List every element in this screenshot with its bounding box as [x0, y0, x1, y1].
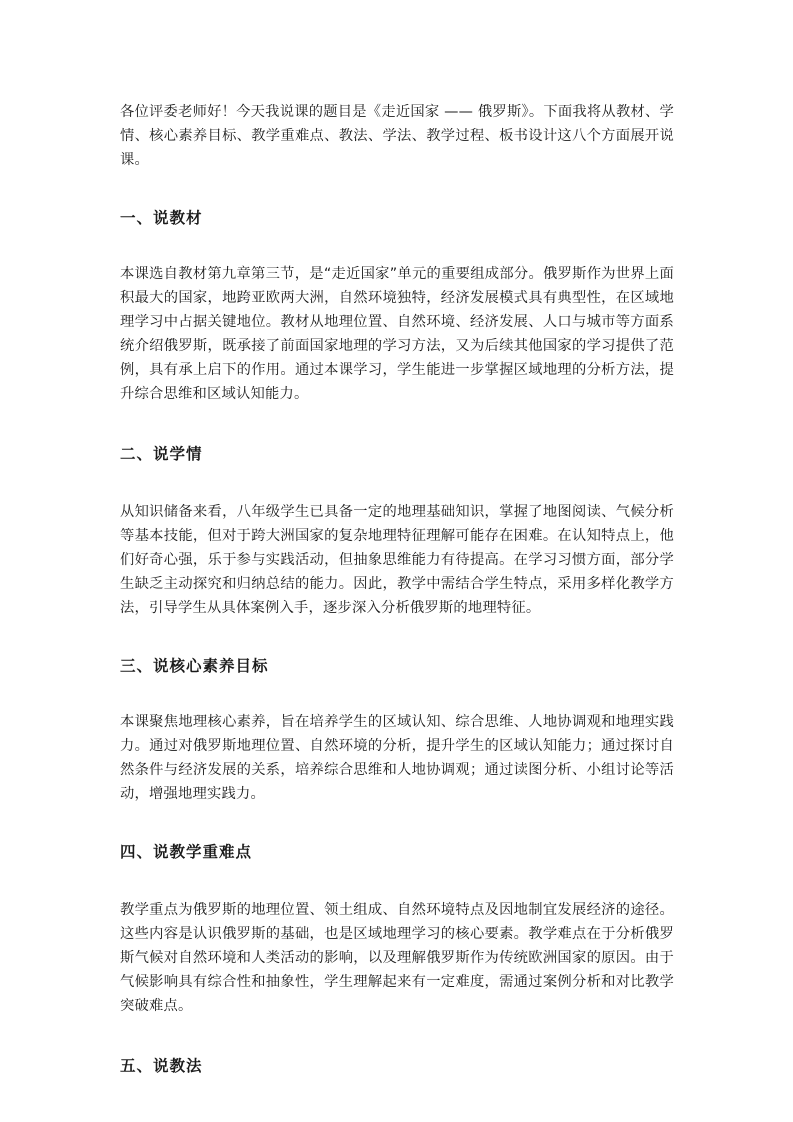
- intro-paragraph: 各位评委老师好！今天我说课的题目是《走近国家 —— 俄罗斯》。下面我将从教材、学情、核心素养目标、教学重难点、教法、学法、教学过程、板书设计这八个方面展开说课。: [120, 104, 674, 168]
- section-body-students: 从知识储备来看，八年级学生已具备一定的地理基础知识，掌握了地图阅读、气候分析等基本技能，但对于跨大洲国家的复杂地理特征理解可能存在困难。在认知特点上，他们好奇心强，乐于参与实践活动，但抽象思维能力有待提高。在学习习惯方面，部分学生缺乏主动探究和归纳总结的能力。因此，教学中需结合学生特点，采用多样化教学方法，引导学生从具体案例入手，逐步深入分析俄罗斯的地理特征。: [120, 504, 674, 616]
- section-heading-key-difficult-points: 四、说教学重难点: [120, 843, 253, 861]
- section-body-textbook: 本课选自教材第九章第三节，是“走近国家”单元的重要组成部分。俄罗斯作为世界上面积最大的国家，地跨亚欧两大洲，自然环境独特，经济发展模式具有典型性，在区域地理学习中占据关键地位。教材从地理位置、自然环境、经济发展、人口与城市等方面系统介绍俄罗斯，既承接了前面国家地理的学习方法，又为后续其他国家的学习提供了范例，具有承上启下的作用。通过本课学习，学生能进一步掌握区域地理的分析方法，提升综合思维和区域认知能力。: [120, 266, 674, 402]
- section-body-core-literacy: 本课聚焦地理核心素养，旨在培养学生的区域认知、综合思维、人地协调观和地理实践力。通过对俄罗斯地理位置、自然环境的分析，提升学生的区域认知能力；通过探讨自然条件与经济发展的关系，培养综合思维和人地协调观；通过读图分析、小组讨论等活动，增强地理实践力。: [120, 714, 674, 802]
- section-body-key-difficult-points: 教学重点为俄罗斯的地理位置、领土组成、自然环境特点及因地制宜发展经济的途径。这些内容是认识俄罗斯的基础，也是区域地理学习的核心要素。教学难点在于分析俄罗斯气候对自然环境和人类活动的影响，以及理解俄罗斯作为传统欧洲国家的原因。由于气候影响具有综合性和抽象性，学生理解起来有一定难度，需通过案例分析和对比教学突破难点。: [120, 902, 674, 1014]
- section-heading-core-literacy: 三、说核心素养目标: [120, 657, 269, 675]
- section-heading-textbook: 一、说教材: [120, 209, 203, 227]
- document-content: [120, 100, 674, 1076]
- section-heading-students: 二、说学情: [120, 445, 203, 463]
- section-heading-teaching-methods: 五、说教法: [120, 1057, 203, 1075]
